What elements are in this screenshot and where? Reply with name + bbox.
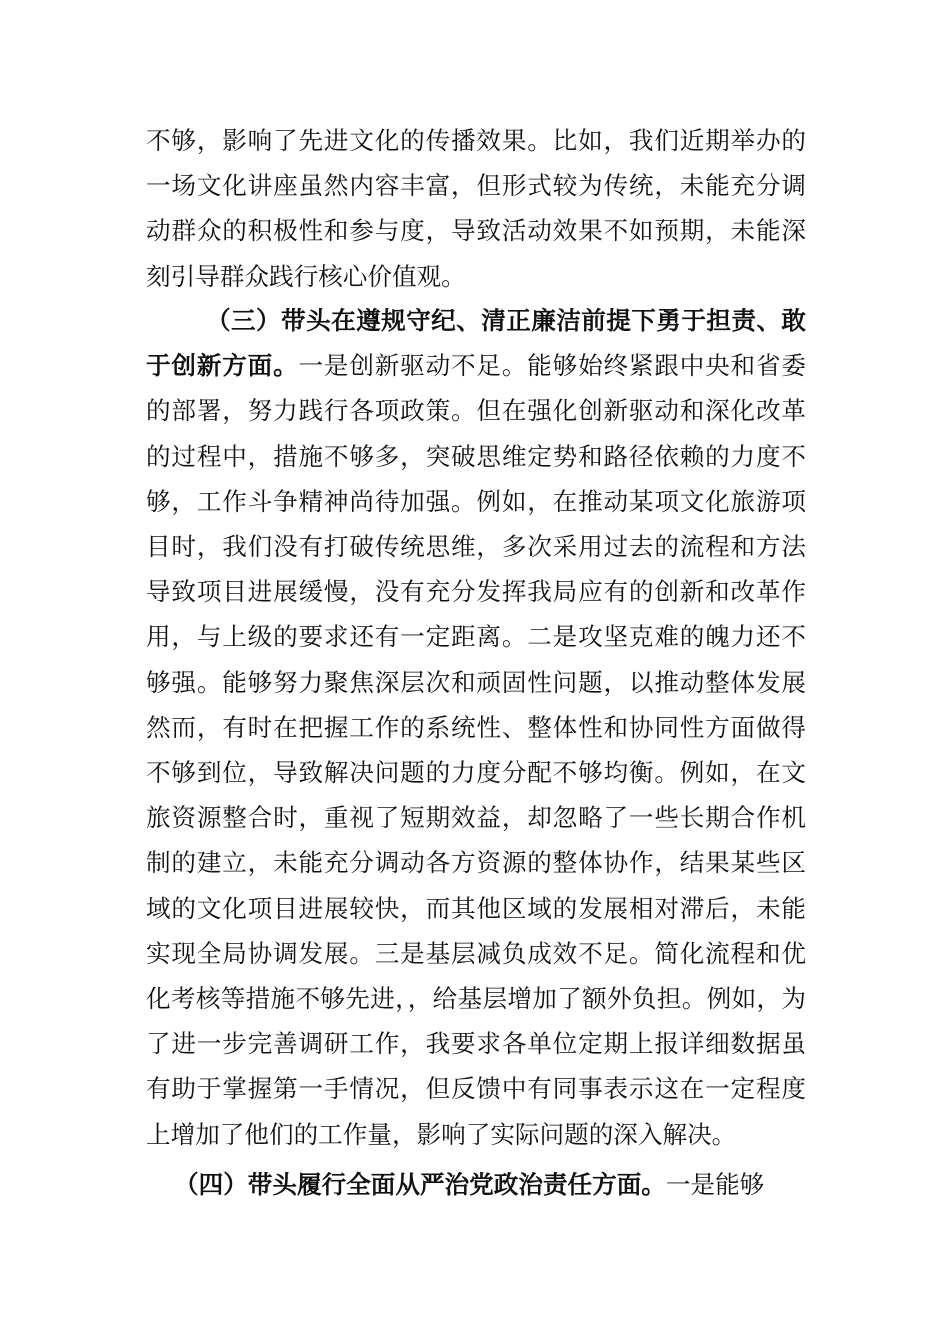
paragraph-3	[146, 1162, 806, 1207]
section-3-body: 一是创新驱动不足。能够始终紧跟中央和省委的部署，努力践行各项政策。但在强化创新驱动和深化改革的过程中，措施不够多，突破思维定势和路径依赖的力度不够，工作斗争精神尚待加强。例如，在推动某项文化旅游项目时，我们没有打破传统思维，多次采用过去的流程和方法导致项目进展缓慢，没有充分发挥我局应有的创新和改革作用，与上级的要求还有一定距离。二是攻坚克难的魄力还不够强。能够努力聚焦深层次和顽固性问题，以推动整体发展然而，有时在把握工作的系统性、整体性和协同性方面做得不够到位，导致解决问题的力度分配不够均衡。例如，在文旅资源整合时，重视了短期效益，却忽略了一些长期合作机制的建立，未能充分调动各方资源的整体协作，结果某些区域的文化项目进展较快，而其他区域的发展相对滞后，未能实现全局协调发展。三是基层减负成效不足。简化流程和优化考核等措施不够先进，，给基层增加了额外负担。例如，为了进一步完善调研工作，我要求各单位定期上报详细数据虽有助于掌握第一手情况，但反馈中有同事表示这在一定程度上增加了他们的工作量，影响了实际问题的深入解决。	[146, 351, 806, 1149]
section-3-heading: （三）带头在遵规守纪、清正廉洁前提下勇于担责、敢于创新方面。	[146, 306, 806, 381]
section-4-heading: （四）带头履行全面从严治党政治责任方面。	[174, 1170, 666, 1199]
paragraph-3-text	[146, 1162, 806, 1207]
section-4-body: 一是能够	[665, 1170, 765, 1199]
paragraph-2-text	[146, 298, 806, 1157]
paragraph-1-text: 不够，影响了先进文化的传播效果。比如，我们近期举办的一场文化讲座虽然内容丰富，但形式较为传统，未能充分调动群众的积极性和参与度，导致活动效果不如预期，未能深刻引导群众践行核心价值观。	[146, 126, 806, 291]
paragraph-2	[146, 298, 806, 1157]
paragraph-1	[146, 118, 806, 299]
